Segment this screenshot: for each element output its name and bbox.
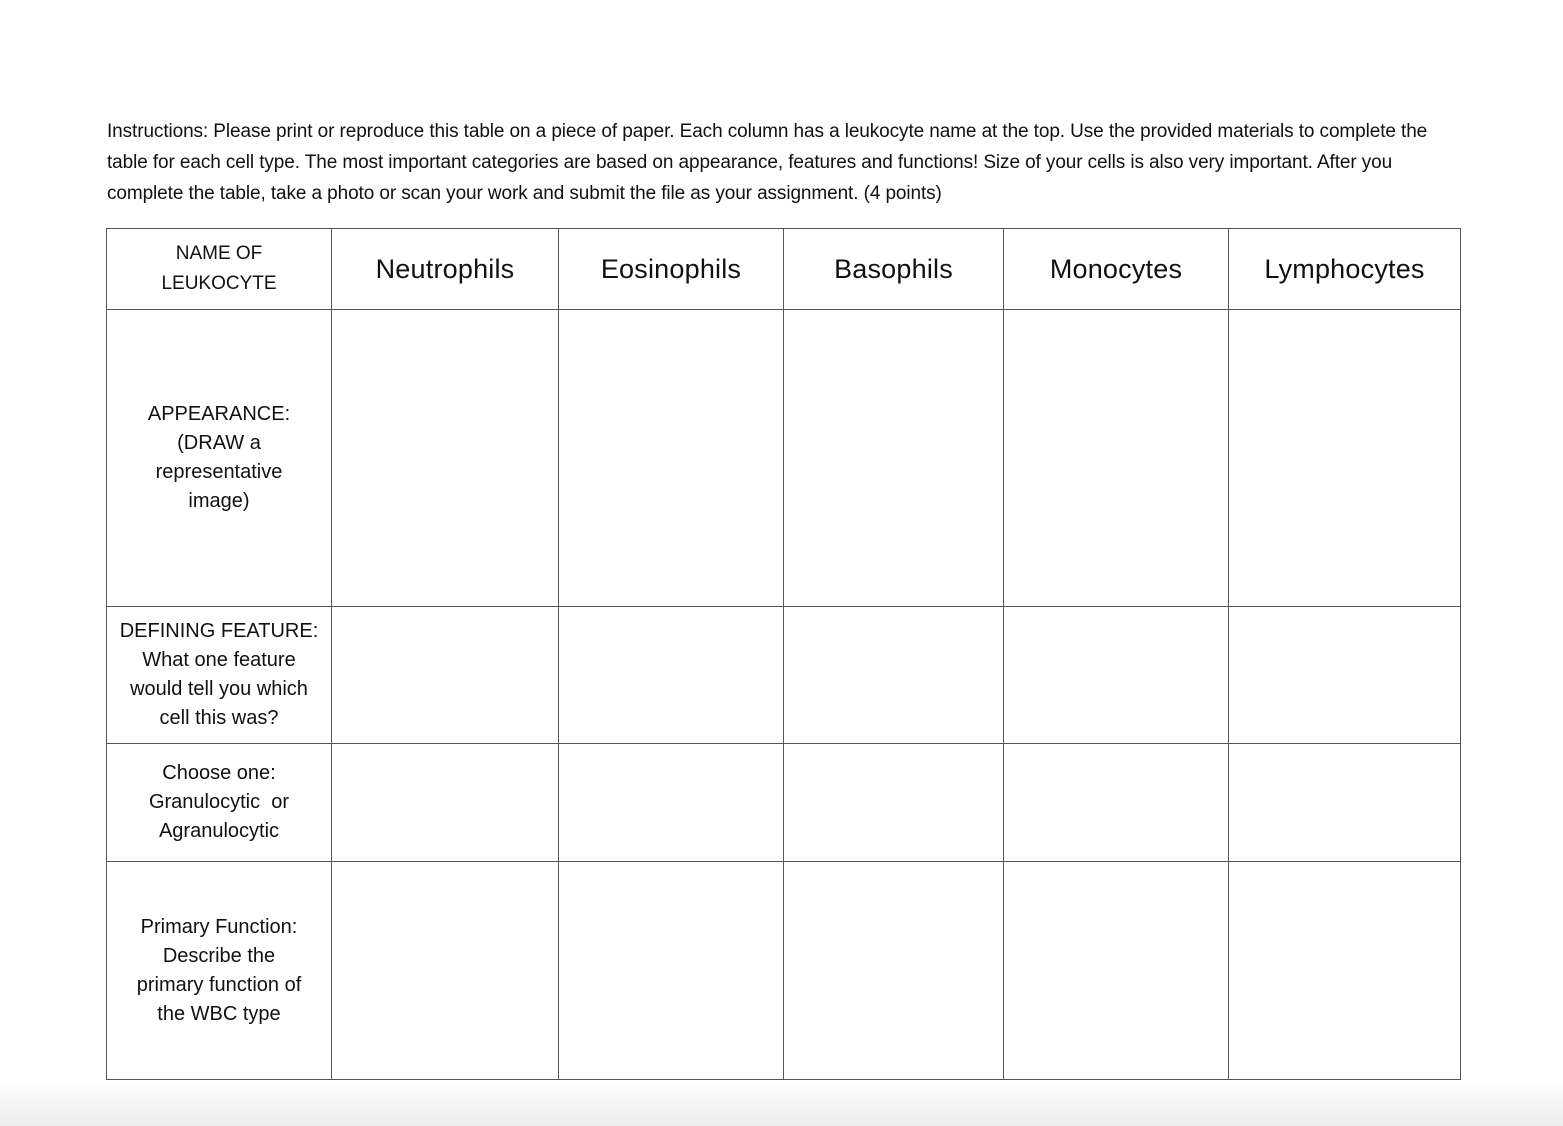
blank-answer-cell[interactable] <box>1229 744 1461 862</box>
row-label-line: APPEARANCE: <box>147 403 291 425</box>
leukocyte-table <box>106 228 1461 1080</box>
blank-answer-cell[interactable] <box>784 607 1004 744</box>
blank-answer-cell[interactable] <box>1229 862 1461 1080</box>
corner-label-line: NAME OF <box>175 243 263 264</box>
row-label-appearance <box>107 310 332 607</box>
row-label-line: DEFINING FEATURE: <box>119 620 319 642</box>
blank-answer-cell[interactable] <box>784 310 1004 607</box>
blank-answer-cell[interactable] <box>784 744 1004 862</box>
row-label-line: the WBC type <box>157 1002 281 1025</box>
defining-feature-row <box>107 607 1461 744</box>
row-label-line: What one feature <box>142 649 296 671</box>
row-label-line: Granulocytic or <box>148 791 290 813</box>
blank-answer-cell[interactable] <box>784 862 1004 1080</box>
blank-answer-cell[interactable] <box>1004 862 1229 1080</box>
row-label-line: Describe the <box>162 944 276 967</box>
blank-answer-cell[interactable] <box>559 744 784 862</box>
primary-function-row <box>107 862 1461 1080</box>
column-header-neutrophils: Neutrophils <box>332 229 559 310</box>
blank-answer-cell[interactable] <box>332 744 559 862</box>
name-of-leukocyte-header <box>107 229 332 310</box>
instructions-text: Instructions: Please print or reproduce this table on a piece of paper. Each column has a leukocyte name at the top. Use the provided materials to complete the table for each cell type. The most important categories are based on appearance, features and functions! Size of your cells is also very important. After you complete the table, take a photo or scan your work and submit the file as your assignment. (4 points) <box>107 121 1428 204</box>
viewer-bottom-shadow <box>0 1082 1563 1126</box>
row-label-line: image) <box>188 490 250 512</box>
header-row <box>107 229 1461 310</box>
row-label-line: Choose one: <box>162 762 276 784</box>
blank-answer-cell[interactable] <box>1004 310 1229 607</box>
row-label-line: primary function of <box>136 973 302 996</box>
column-header-eosinophils: Eosinophils <box>559 229 784 310</box>
blank-answer-cell[interactable] <box>1004 744 1229 862</box>
column-header-monocytes: Monocytes <box>1004 229 1229 310</box>
blank-answer-cell[interactable] <box>559 607 784 744</box>
appearance-row <box>107 310 1461 607</box>
row-label-primary-function <box>107 862 332 1080</box>
row-label-choose-one <box>107 744 332 862</box>
blank-answer-cell[interactable] <box>1229 607 1461 744</box>
row-label-line: (DRAW a <box>177 432 261 454</box>
blank-answer-cell[interactable] <box>559 862 784 1080</box>
column-header-basophils: Basophils <box>784 229 1004 310</box>
granulocytic-choice-row <box>107 744 1461 862</box>
row-label-line: Agranulocytic <box>158 820 280 842</box>
blank-answer-cell[interactable] <box>332 310 559 607</box>
corner-label-line: LEUKOCYTE <box>161 273 277 294</box>
row-label-defining-feature <box>107 607 332 744</box>
blank-answer-cell[interactable] <box>1229 310 1461 607</box>
blank-answer-cell[interactable] <box>332 607 559 744</box>
blank-answer-cell[interactable] <box>559 310 784 607</box>
row-label-line: Primary Function: <box>140 915 298 938</box>
column-header-lymphocytes: Lymphocytes <box>1229 229 1461 310</box>
blank-answer-cell[interactable] <box>332 862 559 1080</box>
row-label-line: representative <box>155 461 283 483</box>
row-label-line: cell this was? <box>159 707 279 729</box>
blank-answer-cell[interactable] <box>1004 607 1229 744</box>
row-label-line: would tell you which <box>130 678 308 700</box>
